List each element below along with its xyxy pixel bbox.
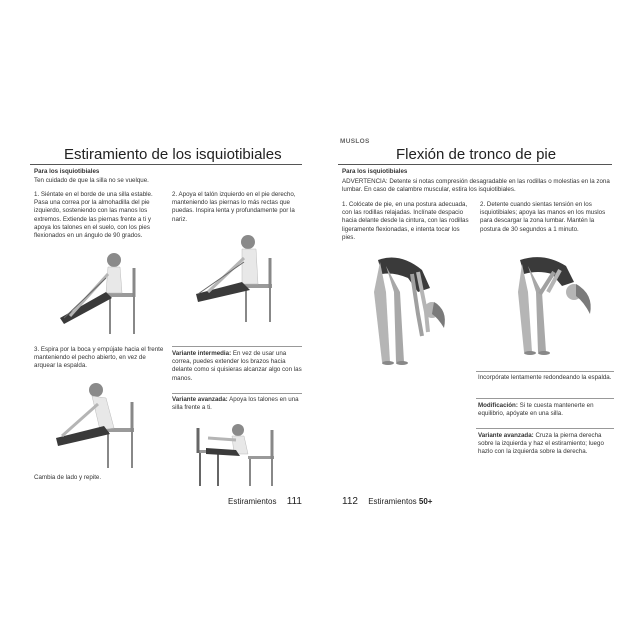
variant-intermediate (172, 350, 302, 383)
right-step-3-rule (476, 371, 614, 372)
left-step-2: 2. Apoya el talón izquierdo en el pie derecho, manteniendo las piernas lo más rectas que puedas. Inspira lenta y profundamente por la nariz. (172, 191, 296, 223)
left-intro: Ten cuidado de que la silla no se vuelque. (34, 177, 149, 184)
left-footer-page: 111 (286, 496, 302, 507)
modification-label: Modificación: (478, 402, 518, 409)
right-page-title: Flexión de tronco de pie (396, 146, 557, 163)
variant-advanced-left (172, 396, 302, 412)
right-section-tag: MUSLOS (340, 138, 370, 145)
variant-intermediate-text: En vez de usar una correa, puedes extender los brazos hacia delante como si quisieras alcanzar algo con las manos. (172, 350, 302, 382)
right-warning: ADVERTENCIA: Detente si notas compresión desagradable en las rodillas o molestias en la zona lumbar. En caso de calambre muscular, estira los isquiotibiales. (342, 178, 610, 194)
variant-intermediate-rule (172, 346, 302, 347)
figure-seated-forward (48, 378, 148, 473)
variant-advanced-right-text: Cruza la pierna derecha sobre la izquierda y haz el estiramiento; luego hazlo con la izquierda sobre la derecha. (478, 432, 604, 456)
right-footer (342, 496, 432, 507)
right-title-rule (338, 164, 612, 165)
right-footer-page: 112 (342, 496, 358, 507)
right-step-1: 1. Colócate de pie, en una postura adecuada, con las rodillas relajadas. Inclínate despacio hacia delante desde la cintura, con las rodillas ligeramente flexionadas, e intenta tocar los pies. (342, 201, 469, 241)
figure-standing-fold-2 (504, 252, 604, 357)
right-subheading: Para los isquiotibiales (342, 168, 408, 175)
variant-advanced-right (478, 432, 614, 457)
variant-advanced-text: Apoya los talones en una silla frente a ti. (172, 396, 299, 412)
variant-advanced-rule (172, 393, 302, 394)
left-footer-section: Estiramientos (228, 497, 277, 506)
right-step-3: Incorpórate lentamente redondeando la espalda. (478, 374, 612, 381)
right-page (320, 0, 640, 640)
left-footer (228, 496, 302, 507)
left-subheading: Para los isquiotibiales (34, 168, 100, 175)
figure-standing-fold-1 (360, 252, 460, 367)
modification-rule (476, 398, 614, 399)
figure-seated-advanced (192, 420, 282, 490)
variant-advanced-right-label: Variante avanzada: (478, 432, 534, 439)
modification (478, 402, 614, 418)
left-step-1: 1. Siéntate en el borde de una silla estable. Pasa una correa por la almohadilla del pie izquierdo, sosteniendo con las manos los extremos. Extiende las piernas frente a ti y apoya los talones en el suelo, con los pies flexionados en un ángulo de 90 grados. (34, 191, 153, 240)
variant-advanced-right-rule (476, 428, 614, 429)
left-closing: Cambia de lado y repite. (34, 474, 102, 481)
modification-text: Si te cuesta mantenerte en equilibrio, apóyate en una silla. (478, 402, 594, 418)
left-title-rule (30, 164, 302, 165)
right-footer-section: Estiramientos (368, 497, 417, 506)
variant-advanced-label: Variante avanzada: (172, 396, 228, 403)
figure-seated-strap-1 (50, 238, 150, 338)
left-step-3: 3. Espira por la boca y empújate hacia el frente manteniendo el pecho abierto, en vez de arquear la espalda. (34, 346, 164, 370)
right-footer-suffix: 50+ (418, 497, 433, 506)
figure-seated-strap-2 (190, 230, 290, 325)
left-page-title: Estiramiento de los isquiotibiales (64, 146, 282, 163)
variant-intermediate-label: Variante intermedia: (172, 350, 232, 357)
right-step-2: 2. Detente cuando sientas tensión en los isquiotibiales; apoya las manos en los muslos para descargar la zona lumbar. Mantén la postura de 30 segundos a 1 minuto. (480, 201, 606, 233)
